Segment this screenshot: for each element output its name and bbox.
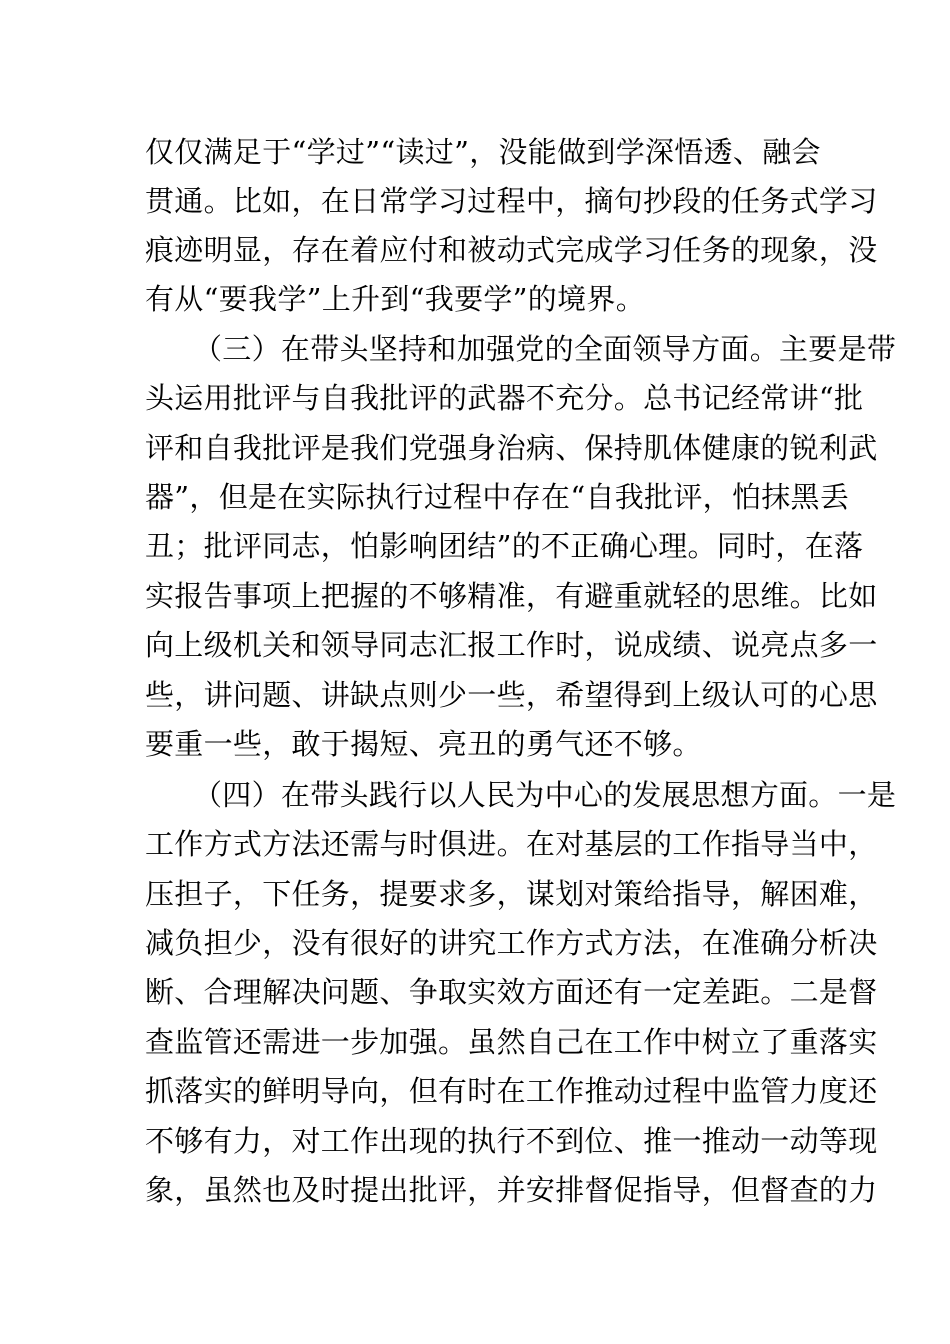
text-line: 有从“要我学”上升到“我要学”的境界。 xyxy=(145,282,646,316)
text-line: 要重一些，敢于揭短、亮丑的勇气还不够。 xyxy=(145,727,702,761)
text-line: 抓落实的鲜明导向，但有时在工作推动过程中监管力度还 xyxy=(145,1074,878,1108)
paragraph-heading-three: （三）在带头坚持和加强党的全面领导方面。主要是带 xyxy=(193,332,897,366)
text-line: 向上级机关和领导同志汇报工作时，说成绩、说亮点多一 xyxy=(145,628,878,662)
text-line: 查监管还需进一步加强。虽然自己在工作中树立了重落实 xyxy=(145,1025,878,1059)
text-line: 头运用批评与自我批评的武器不充分。总书记经常讲“批 xyxy=(145,381,864,415)
text-line: 器”，但是在实际执行过程中存在“自我批评，怕抹黑丢 xyxy=(145,480,850,514)
text-line: 象，虽然也及时提出批评，并安排督促指导，但督查的力 xyxy=(145,1173,878,1207)
text-line: 仅仅满足于“学过”“读过”，没能做到学深悟透、融会 xyxy=(145,135,821,169)
text-line: 评和自我批评是我们党强身治病、保持肌体健康的锐利武 xyxy=(145,431,878,465)
text-line: 贯通。比如，在日常学习过程中，摘句抄段的任务式学习 xyxy=(145,184,878,218)
text-line: 压担子，下任务，提要求多，谋划对策给指导，解困难， xyxy=(145,877,878,911)
text-line: 减负担少，没有很好的讲究工作方式方法，在准确分析决 xyxy=(145,926,878,960)
text-line: 痕迹明显，存在着应付和被动式完成学习任务的现象，没 xyxy=(145,233,878,267)
text-line: 断、合理解决问题、争取实效方面还有一定差距。二是督 xyxy=(145,975,878,1009)
text-line: 丑；批评同志，怕影响团结”的不正确心理。同时，在落 xyxy=(145,529,864,563)
text-line: 实报告事项上把握的不够精准，有避重就轻的思维。比如 xyxy=(145,579,878,613)
text-line: 不够有力，对工作出现的执行不到位、推一推动一动等现 xyxy=(145,1124,878,1158)
text-line: 些，讲问题、讲缺点则少一些，希望得到上级认可的心思 xyxy=(145,678,878,712)
text-line: 工作方式方法还需与时俱进。在对基层的工作指导当中， xyxy=(145,827,878,861)
paragraph-heading-four: （四）在带头践行以人民为中心的发展思想方面。一是 xyxy=(193,778,897,812)
